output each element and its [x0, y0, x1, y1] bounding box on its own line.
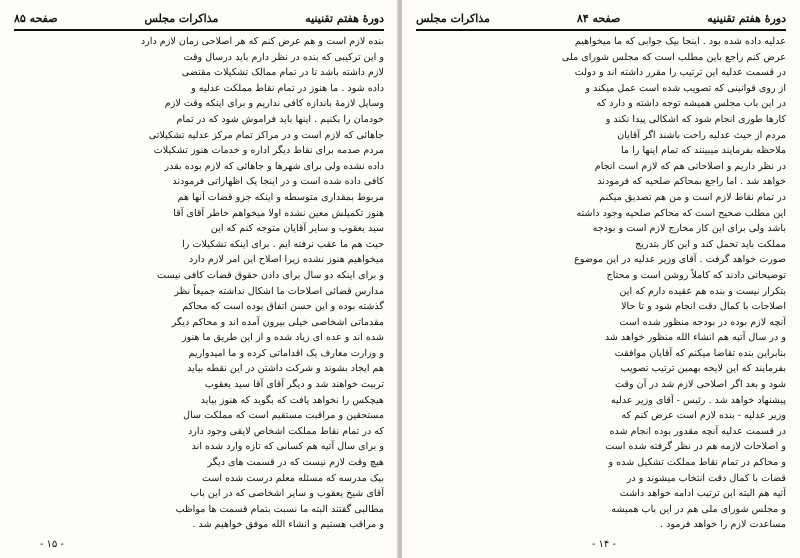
- right-page-text-line: مساعدت لازم را خواهد فرمود .: [660, 519, 786, 531]
- left-page-text-line: بنده لازم است و هم عرض کنم که هر اصلاحی زمان لازم دارد: [140, 36, 384, 47]
- left-page-text-line: لازم داشته باشد تا در تمام ممالک تشکیلات مقتضی: [181, 67, 384, 79]
- left-page-text-line: مستحقین و مراقبت مستقیم است که مملکت سال: [183, 410, 384, 422]
- right-page-text-line: و محاکم در تمام نقاط مملکت تشکیل شده و: [608, 457, 786, 469]
- right-page-text-line: ملاحظه بفرمایند میبینند که تمام اینها را ما: [620, 145, 786, 157]
- left-page-text-line: سید یعقوب و سایر آقایان متوجه کنم که این: [210, 223, 384, 235]
- right-page-footer: - ۱۴ -: [592, 539, 616, 550]
- right-page-text-line: بفرمایند که این لایحه بهمین ترتیب تصویب: [620, 363, 786, 375]
- left-page-text-line: آقای شیخ یعقوب و سایر اشخاصی که در این باب: [190, 488, 384, 500]
- left-page-text-line: بیک مدرسه که مسئله معلم درست شده است: [201, 472, 384, 484]
- left-page-text-line: داده شود . ما هنوز در تمام نقاط مملکت عدلیه و: [191, 82, 384, 94]
- right-page-text-line: و اصلاحات لازمه هم در نظر گرفته شده است: [605, 441, 786, 453]
- right-page-text-line: توضیحاتی دادند که کاملاً روشن است و محتاج: [606, 269, 786, 281]
- left-header-session: دورهٔ هفتم تقنینیه: [305, 11, 384, 25]
- right-page-text-line: کارها طوری انجام شود که اشکالی پیدا نکند و: [605, 113, 786, 125]
- left-page-text-line: تربیت خواهند شد و دیگر آقای آقا سید یعقوب: [204, 379, 384, 391]
- right-page-text-line: مملکت باید تحمل کند و این کار بتدریج: [635, 238, 786, 250]
- left-page-text-line: هنوز تکمیلش معین نشده اولا میخواهم خاطر آقای آقا: [173, 207, 384, 219]
- left-page-text-line: و این ترکیبی که بنده در نظر دارم باید درسال وقت: [183, 51, 384, 63]
- right-page-text-line: بنابراین بنده تقاضا میکنم که آقایان موافقت: [614, 347, 786, 359]
- left-page-text-line: و مراقب هستیم و انشاء الله موفق خواهیم شد .: [192, 519, 384, 531]
- left-page-text-line: مردم صدمه برای نقاط دیگر اداره و خدمات هنوز تشکیلات: [153, 145, 384, 157]
- left-page-label: صفحه ۸۵: [14, 11, 58, 25]
- right-page-text-line: عدلیه داده شده بود . اینجا بیک جوابی که ما میخواهیم: [574, 36, 786, 47]
- right-header-rule: [416, 29, 786, 31]
- left-page: [0, 0, 398, 558]
- left-page-text-line: حیث هم ما عقب نرفته ایم . برای اینکه تشکیلات را: [182, 238, 384, 250]
- right-page-label: صفحه ۸۴: [576, 11, 621, 25]
- left-page-text-line: هم ایجاد بشوند و شرکت داشتن در این نقطه بیاید: [187, 363, 384, 375]
- right-page-text-line: پیشنهاد خواهد شد . رئیس - آقای وزیر عدلیه: [610, 394, 786, 406]
- right-page-text-line: باشد ولی برای این کار مخارج لازم است و بودجه: [592, 223, 786, 235]
- left-page-text-line: شده اند و عده ای زیاد شده و از این طریق ما هنوز: [181, 332, 384, 344]
- right-page-text-line: در قسمت عدلیه آنچه مقدور بوده انجام شده: [609, 425, 786, 437]
- left-page-text-line: مطالبی گفتند البته ما نسبت بتمام قسمت ها مواظب: [175, 503, 384, 515]
- right-page-text-line: وزیر عدلیه - بنده لازم است عرض کنم که: [621, 410, 786, 422]
- right-page-text-line: اصلاحات با کمال دقت انجام شود و تا حالا: [621, 301, 786, 313]
- right-page-text-line: شود و بعد اگر اصلاحی لازم شد در آن وقت: [614, 379, 786, 391]
- right-page-text-line: خواهد شد . اما راجع بمحاکم صلحیه که فرمودند: [597, 176, 786, 188]
- left-header-title: مذاکرات مجلس: [144, 11, 219, 25]
- right-header-title: مذاکرات مجلس: [416, 11, 490, 25]
- left-page-text-line: وسایل لازمهٔ باندازه کافی نداریم و برای اینکه وقت لازم: [164, 98, 384, 110]
- right-page-text-line: بتکرار نیست و بنده هم عقیده دارم که این: [619, 285, 786, 297]
- left-page-text-line: که در تمام نقاط مملکت اشخاص لایقی وجود دارد: [187, 425, 384, 437]
- right-page: [402, 0, 800, 558]
- left-page-text-line: هیچ وقت لازم نیست که در قسمت های دیگر: [207, 457, 384, 469]
- right-page-text-line: عرض کنم راجع باین مطلب است که مجلس شورای ملی: [561, 51, 786, 63]
- right-page-text-line: صورت خواهد گرفت . آقای وزیر عدلیه در این موضوع: [574, 254, 786, 266]
- left-body-text: [14, 34, 384, 532]
- left-page-text-line: مربوط بمقداری متوسطه و اینکه جزو قضات آنها هم: [177, 191, 384, 203]
- right-page-text-line: آتیه هم البته این ترتیب ادامه خواهد داشت: [619, 488, 786, 500]
- right-page-header: [416, 8, 786, 28]
- right-header-session: دورهٔ هفتم تقنینیه: [707, 11, 786, 25]
- right-page-text-line: در قسمت عدلیه این ترتیب را مقرر داشته اند و دولت: [574, 67, 786, 79]
- right-page-text-line: و در سال آتیه هم انشاء الله منظور خواهد شد: [604, 332, 786, 344]
- left-page-text-line: گذشته بوده و این حسن اتفاق بوده است که محاکم: [182, 301, 384, 313]
- left-page-text-line: و وزارت معارف یک اقداماتی کرده و ما امیدواریم: [188, 347, 384, 359]
- left-page-text-line: مدارس قضائی اصلاحات ما اشکال نداشته جمیعاً نظر: [174, 285, 384, 297]
- left-page-footer: - ۱۵ -: [40, 539, 64, 550]
- right-page-text-line: از روی قوانینی که تصویب شده است عمل میکند و: [585, 82, 786, 94]
- left-page-text-line: خودمان را بکنیم . اینها باید فراموش شود که در تمام: [176, 113, 384, 125]
- left-page-text-line: جاهائی که لازم است و در مراکز تمام مرکز عدلیه تشکیلاتی: [148, 129, 384, 141]
- left-header-rule: [14, 29, 384, 31]
- right-page-text-line: و مجلس شورای ملی هم در این باب همیشه: [611, 503, 786, 515]
- right-body-text: [416, 34, 786, 532]
- left-page-header: [14, 8, 384, 28]
- left-page-text-line: کافی داده شده است و در اینجا یک اظهاراتی فرمودند: [172, 176, 384, 188]
- right-page-text-line: در این باب مجلس همیشه توجه داشته و دارد که: [596, 98, 786, 110]
- left-page-text-line: و برای اینکه دو سال برای دادن حقوق قضات کافی نیست: [157, 269, 384, 281]
- right-page-text-line: در نظر داریم و اصلاحاتی هم که لازم است انجام: [594, 160, 786, 172]
- right-page-text-line: قضات با کمال دقت انتخاب میشوند و در: [626, 472, 786, 484]
- left-page-text-line: هیچکس را نخواهد یافت که بگوید که هنوز بیاید: [200, 394, 384, 406]
- left-page-text-line: داده نشده ولی برای شهرها و جاهائی که لازم بوده بقدر: [164, 160, 384, 172]
- left-page-text-line: مقدماتی اشخاصی خیلی بیرون آمده اند و محاکم دیگر: [171, 316, 384, 328]
- left-page-text-line: میخواهیم هنوز نشده زیرا اصلاح این امر لازم دارد: [188, 254, 384, 266]
- right-page-text-line: آنچه لازم بوده در بودجه منظور شده است: [619, 316, 786, 328]
- right-page-text-line: در تمام نقاط لازم است و من هم تصدیق میکنم: [599, 191, 786, 203]
- right-page-text-line: مردم از حیث عدلیه راحت باشند اگر آقایان: [617, 129, 786, 141]
- left-page-text-line: و برای سال آتیه هم کسانی که تازه وارد شده اند: [191, 441, 384, 453]
- right-page-text-line: این مطلب صحیح است که محاکم صلحیه وجود داشته: [576, 207, 786, 219]
